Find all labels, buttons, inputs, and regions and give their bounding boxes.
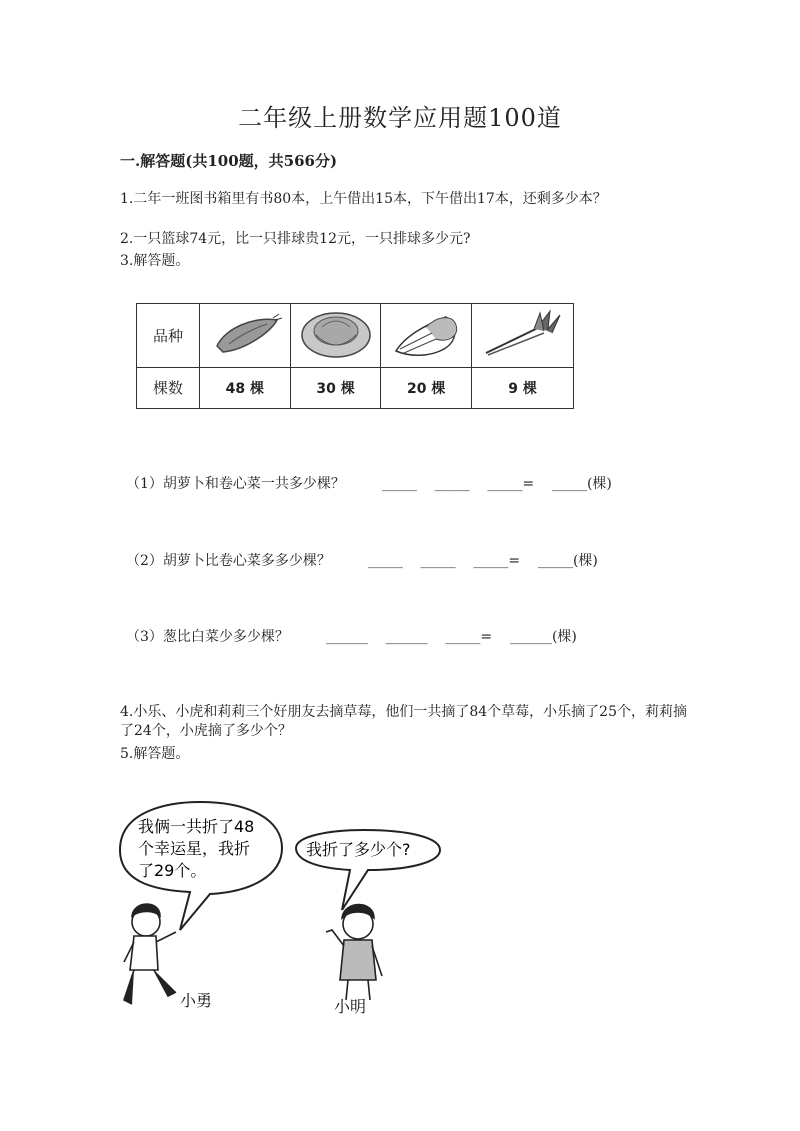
vegetable-table — [136, 303, 574, 409]
boy-left-figure — [124, 904, 176, 1004]
name-xiaoming: 小明 — [334, 997, 367, 1016]
subquestion-text: （2）胡萝卜比卷心菜多多少棵？ — [126, 553, 331, 569]
chinese-cabbage-icon — [381, 304, 472, 368]
boy-right-figure — [326, 905, 382, 1001]
cabbage-icon — [290, 304, 381, 368]
subquestion-1 — [126, 473, 612, 493]
question-3: 3.解答题。 — [120, 253, 190, 269]
count-scallion: 9 棵 — [472, 367, 574, 408]
question-1: 1.二年一班图书箱里有书80本，上午借出15本，下午借出17本，还剩多少本？ — [120, 191, 607, 207]
table-header-variety: 品种 — [137, 304, 200, 368]
answer-blanks[interactable]: _____ _____ _____= _____(棵) — [367, 553, 598, 569]
answer-blanks[interactable]: ______ ______ _____= ______(棵) — [325, 629, 577, 645]
bubble-left-line-1: 我俩一共折了48 — [138, 817, 255, 836]
question-2: 2.一只篮球74元，比一只排球贵12元，一只排球多少元? — [120, 231, 471, 247]
table-row — [137, 304, 574, 368]
answer-blanks[interactable]: _____ _____ _____= _____(棵) — [381, 476, 612, 492]
carrot-icon — [200, 304, 291, 368]
count-cabbage: 30 棵 — [290, 367, 381, 408]
question-5: 5.解答题。 — [120, 746, 190, 762]
count-carrot: 48 棵 — [200, 367, 291, 408]
bubble-right-text: 我折了多少个? — [306, 840, 411, 859]
page-title: 二年级上册数学应用题100道 — [238, 104, 562, 132]
comic-illustration — [110, 800, 450, 1020]
subquestion-text: （3）葱比白菜少多少棵？ — [126, 629, 289, 645]
bubble-left-line-2: 个幸运星，我折 — [138, 839, 251, 858]
subquestion-2 — [126, 550, 598, 570]
table-row — [137, 367, 574, 408]
bubble-left-line-3: 了29个。 — [138, 861, 207, 880]
name-xiaoyong: 小勇 — [180, 991, 213, 1010]
section-heading: 一.解答题(共100题，共566分) — [120, 152, 338, 170]
scallion-icon — [472, 304, 574, 368]
count-chinese-cabbage: 20 棵 — [381, 367, 472, 408]
question-4: 4.小乐、小虎和莉莉三个好朋友去摘草莓，他们一共摘了84个草莓，小乐摘了25个，莉莉摘了24个，小虎摘了多少个？ — [120, 704, 687, 739]
table-header-count: 棵数 — [137, 367, 200, 408]
subquestion-text: （1）胡萝卜和卷心菜一共多少棵？ — [126, 476, 345, 492]
subquestion-3 — [126, 626, 577, 646]
